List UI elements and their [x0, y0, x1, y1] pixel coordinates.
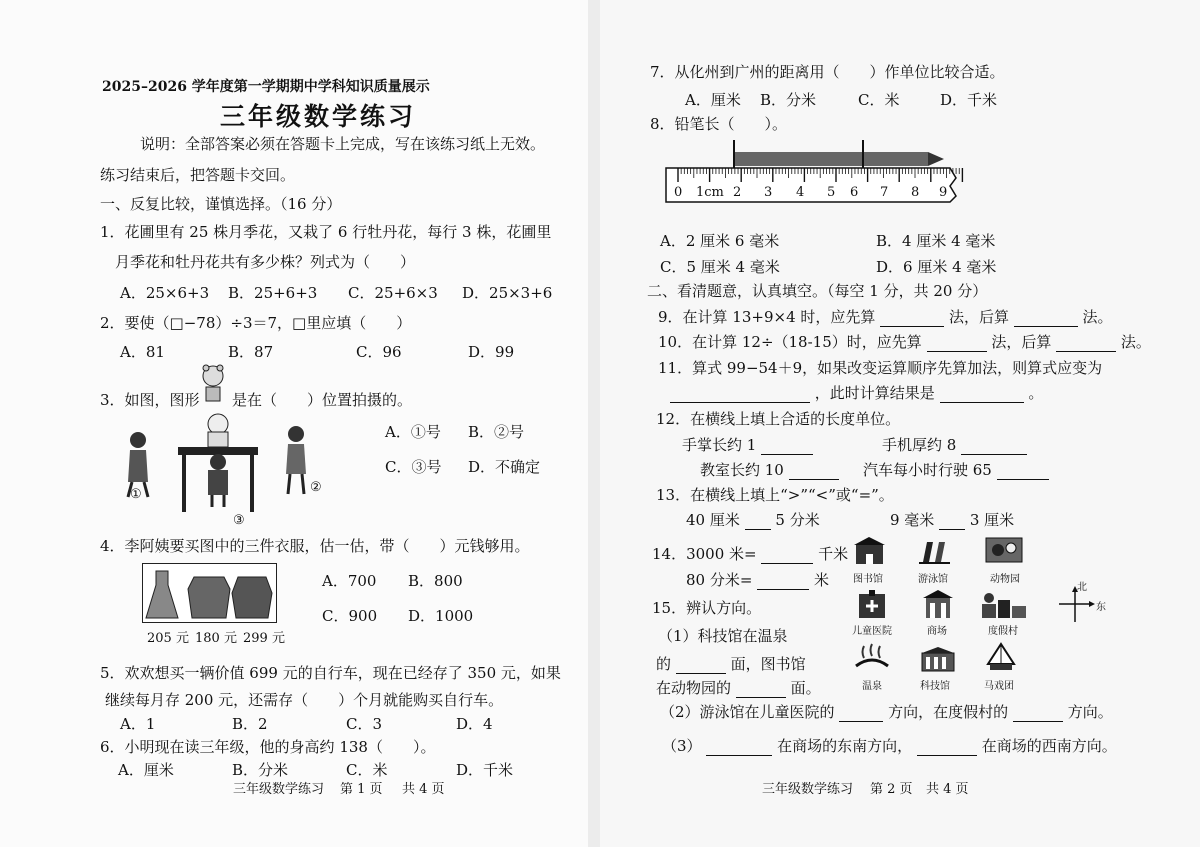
q15-3-text-2: 在商场的东南方向，: [777, 737, 913, 755]
q10-text-3: 法。: [1120, 333, 1151, 351]
map-label-library: 图书馆: [853, 574, 883, 585]
instruction-line-2: 练习结束后，把答题卡交回。: [100, 166, 296, 184]
q15-2: [660, 701, 1113, 722]
q9-text-2: 法，后算: [948, 308, 1009, 326]
q14-text-2: 80 分米=: [686, 571, 753, 589]
q14-unit-1: 千米: [818, 545, 849, 563]
q2-option-a[interactable]: A．81: [120, 343, 165, 361]
q5-option-a[interactable]: A．1: [120, 715, 156, 733]
q12-blank-1[interactable]: [761, 440, 813, 455]
q15-3-text-3: 在商场的西南方向。: [981, 737, 1117, 755]
library-icon: [852, 536, 887, 566]
q6-option-b[interactable]: B．分米: [232, 761, 289, 779]
q14-text-1: 14．3000 米=: [652, 545, 757, 563]
q15-1-line-1: （1）科技馆在温泉: [658, 627, 788, 645]
q7-option-c[interactable]: C．米: [858, 91, 900, 109]
q3-stem-start: 3．如图，图形: [100, 391, 200, 409]
q3-option-a[interactable]: A．①号: [385, 423, 441, 441]
q8-option-c[interactable]: C．5 厘米 4 毫米: [660, 258, 780, 276]
map-label-zoo: 动物园: [990, 574, 1020, 585]
q3-position-3: ③: [233, 513, 245, 528]
q6-option-d[interactable]: D．千米: [456, 761, 514, 779]
q12-text-4: 汽车每小时行驶 65: [863, 461, 992, 479]
ruler-label-1cm: 1cm: [696, 185, 724, 200]
q13-item-1: [686, 509, 820, 530]
exam-header: 2025–2026 学年度第一学期期中学科知识质量展示: [102, 79, 430, 95]
q14-unit-2: 米: [814, 571, 830, 589]
section-2-heading: 二、看清题意，认真填空。（每空 1 分，共 20 分）: [647, 282, 988, 300]
zoo-icon: [984, 532, 1024, 566]
q15-1-text-4: 面。: [790, 679, 821, 697]
q4-stem: 4．李阿姨要买图中的三件衣服，估一估，带（ ）元钱够用。: [100, 537, 530, 555]
q15-2-text-2: 方向，在度假村的: [888, 703, 1009, 721]
q15-3-blank-2[interactable]: [917, 741, 977, 756]
q1-line-2: 月季花和牡丹花共有多少株？列式为（ ）: [115, 253, 416, 271]
q9-blank-2[interactable]: [1014, 312, 1078, 327]
q3-option-c[interactable]: C．③号: [385, 458, 442, 476]
q7-option-a[interactable]: A．厘米: [685, 91, 741, 109]
q10: [658, 331, 1151, 352]
price-sweater: 180 元: [195, 631, 237, 646]
q13-left-2: 9 毫米: [890, 511, 935, 529]
science-museum-icon: [920, 645, 956, 673]
q12-item-2: [882, 434, 1027, 455]
q2-option-d[interactable]: D．99: [468, 343, 515, 361]
q1-option-b[interactable]: B．25+6+3: [228, 284, 318, 302]
footer-title: 三年级数学练习: [233, 782, 325, 797]
q3-option-d[interactable]: D．不确定: [468, 458, 541, 476]
q15-1-text-1: 的: [656, 655, 672, 673]
q15-2-text-1: （2）游泳馆在儿童医院的: [660, 703, 835, 721]
q8-option-b[interactable]: B．4 厘米 4 毫米: [876, 232, 996, 250]
q9-text-1: 9．在计算 13+9×4 时，应先算: [658, 308, 876, 326]
q13-blank-2[interactable]: [939, 515, 965, 530]
q1-option-c[interactable]: C．25+6×3: [348, 284, 438, 302]
q12-text-3: 教室长约 10: [700, 461, 784, 479]
q11-line-1: 11．算式 99−54＋9，如果改变运算顺序先算加法，则算式应变为: [658, 359, 1103, 377]
q15-2-blank-2[interactable]: [1013, 707, 1063, 722]
q13-blank-1[interactable]: [745, 515, 771, 530]
q3-option-b[interactable]: B．②号: [468, 423, 525, 441]
q4-option-b[interactable]: B．800: [408, 572, 463, 590]
q12-item-1: [682, 434, 813, 455]
q12-blank-2[interactable]: [961, 440, 1027, 455]
q7-option-b[interactable]: B．分米: [760, 91, 817, 109]
q11-line-2: [670, 382, 1043, 403]
q12-text-1: 手掌长约 1: [682, 436, 757, 454]
childrens-hospital-icon: [856, 588, 888, 620]
q12-text-2: 手机厚约 8: [882, 436, 957, 454]
map-label-hot-spring: 温泉: [862, 681, 882, 692]
q5-option-b[interactable]: B．2: [232, 715, 268, 733]
q14-item-2: [686, 569, 829, 590]
q12-blank-4[interactable]: [997, 465, 1049, 480]
footer-total: 共 4 页: [402, 782, 445, 797]
q13-right-2: 3 厘米: [969, 511, 1015, 529]
q11-blank-2[interactable]: [940, 388, 1024, 403]
q15-3-blank-1[interactable]: [706, 741, 772, 756]
q1-option-d[interactable]: D．25×3+6: [462, 284, 553, 302]
q3-position-2: ②: [310, 480, 322, 495]
ruler-label-7: 7: [880, 185, 889, 200]
q6-option-a[interactable]: A．厘米: [118, 761, 174, 779]
q4-option-c[interactable]: C．900: [322, 607, 378, 625]
q11-text-2: 。: [1028, 384, 1044, 402]
q15-1-line-2: [656, 653, 806, 674]
circus-icon: [986, 642, 1016, 672]
q8-stem: 8．铅笔长（ ）。: [650, 115, 788, 133]
q10-text-1: 10．在计算 12÷（18-15）时，应先算: [658, 333, 922, 351]
q10-blank-2[interactable]: [1056, 337, 1116, 352]
q6-stem: 6．小明现在读三年级，他的身高约 138（ ）。: [100, 738, 436, 756]
ruler-label-5: 5: [827, 185, 836, 200]
q15-1-line-3: [656, 677, 821, 698]
map-label-pool: 游泳馆: [918, 574, 948, 585]
q3-figure-icon: [118, 412, 333, 527]
q11-text-1: ，此时计算结果是: [814, 384, 935, 402]
q15-1-text-2: 面，图书馆: [730, 655, 806, 673]
ruler-label-4: 4: [796, 185, 805, 200]
q13-right-1: 5 分米: [775, 511, 820, 529]
hot-spring-icon: [852, 642, 892, 672]
q15-3-text-1: （3）: [662, 737, 702, 755]
q2-stem: 2．要使（□−78）÷3＝7，□里应填（ ）: [100, 314, 412, 332]
map-label-circus: 马戏团: [984, 681, 1014, 692]
q8-option-d[interactable]: D．6 厘米 4 毫米: [876, 258, 997, 276]
q14-blank-1[interactable]: [761, 549, 813, 564]
section-1-heading: 一、反复比较，谨慎选择。（16 分）: [100, 195, 342, 213]
footer-page-2: 第 2 页: [870, 782, 913, 797]
q5-option-c[interactable]: C．3: [346, 715, 383, 733]
q12-item-3: [700, 459, 839, 480]
q12-stem: 12．在横线上填上合适的长度单位。: [656, 410, 901, 428]
ruler-label-8: 8: [911, 185, 920, 200]
q4-option-d[interactable]: D．1000: [408, 607, 474, 625]
bear-thumbnail-icon: [200, 362, 228, 404]
footer-total-2: 共 4 页: [926, 782, 969, 797]
ruler-label-9: 9: [939, 185, 948, 200]
q5-line-1: 5．欢欢想买一辆价值 699 元的自行车，现在已经存了 350 元，如果: [100, 664, 561, 682]
q4-option-a[interactable]: A．700: [322, 572, 377, 590]
map-label-mall: 商场: [927, 626, 947, 637]
q2-option-c[interactable]: C．96: [356, 343, 402, 361]
q14-blank-2[interactable]: [757, 575, 809, 590]
q13-item-2: [890, 509, 1014, 530]
q6-option-c[interactable]: C．米: [346, 761, 388, 779]
q3-stem-end: 是在（ ）位置拍摄的。: [232, 391, 413, 409]
q2-option-b[interactable]: B．87: [228, 343, 274, 361]
clothes-picture-icon: [142, 563, 277, 623]
map-label-hospital: 儿童医院: [852, 626, 892, 637]
q5-line-2: 继续每月存 200 元，还需存（ ）个月就能购买自行车。: [105, 691, 504, 709]
exam-title: 三年级数学练习: [220, 102, 417, 131]
q15-stem: 15．辨认方向。: [652, 599, 762, 617]
q12-item-4: [863, 459, 1049, 480]
price-dress: 205 元: [147, 631, 189, 646]
q5-option-d[interactable]: D．4: [456, 715, 493, 733]
q9-text-3: 法。: [1082, 308, 1113, 326]
q13-left-1: 40 厘米: [686, 511, 740, 529]
ruler-label-3: 3: [764, 185, 773, 200]
q15-1-text-3: 在动物园的: [656, 679, 732, 697]
q14-item-1: [652, 543, 848, 564]
right-page: [600, 0, 1200, 847]
ruler-label-6: 6: [850, 185, 859, 200]
q15-2-blank-1[interactable]: [839, 707, 883, 722]
q10-blank-1[interactable]: [927, 337, 987, 352]
map-label-science-museum: 科技馆: [920, 681, 950, 692]
q9: [658, 306, 1113, 327]
map-label-resort: 度假村: [988, 626, 1018, 637]
q11-blank-1[interactable]: [670, 388, 810, 403]
q10-text-2: 法，后算: [991, 333, 1052, 351]
q7-option-d[interactable]: D．千米: [940, 91, 998, 109]
q13-stem: 13．在横线上填上“>”“<”或“=”。: [656, 486, 894, 504]
price-jacket: 299 元: [243, 631, 285, 646]
ruler-label-0: 0: [674, 185, 683, 200]
q15-3: [662, 735, 1117, 756]
mall-icon: [922, 588, 954, 620]
q1-option-a[interactable]: A．25×6+3: [120, 284, 210, 302]
footer-title-2: 三年级数学练习: [762, 782, 854, 797]
instruction-line-1: 说明：全部答案必须在答题卡上完成，写在该练习纸上无效。: [140, 135, 546, 153]
compass-east: 东: [1096, 602, 1106, 613]
resort-icon: [980, 592, 1028, 620]
footer-page: 第 1 页: [340, 782, 383, 797]
q12-blank-3[interactable]: [789, 465, 839, 480]
q9-blank-1[interactable]: [880, 312, 944, 327]
q15-1-blank-2[interactable]: [736, 683, 786, 698]
q3-position-1: ①: [130, 487, 142, 502]
q7-stem: 7．从化州到广州的距离用（ ）作单位比较合适。: [650, 63, 1005, 81]
q8-option-a[interactable]: A．2 厘米 6 毫米: [660, 232, 780, 250]
q15-1-blank-1[interactable]: [676, 659, 726, 674]
compass-north: 北: [1077, 582, 1087, 593]
q1-line-1: 1．花圃里有 25 株月季花，又栽了 6 行牡丹花，每行 3 株，花圃里: [100, 223, 552, 241]
swimming-pool-icon: [917, 536, 952, 566]
q15-2-text-3: 方向。: [1067, 703, 1113, 721]
ruler-label-2: 2: [733, 185, 742, 200]
